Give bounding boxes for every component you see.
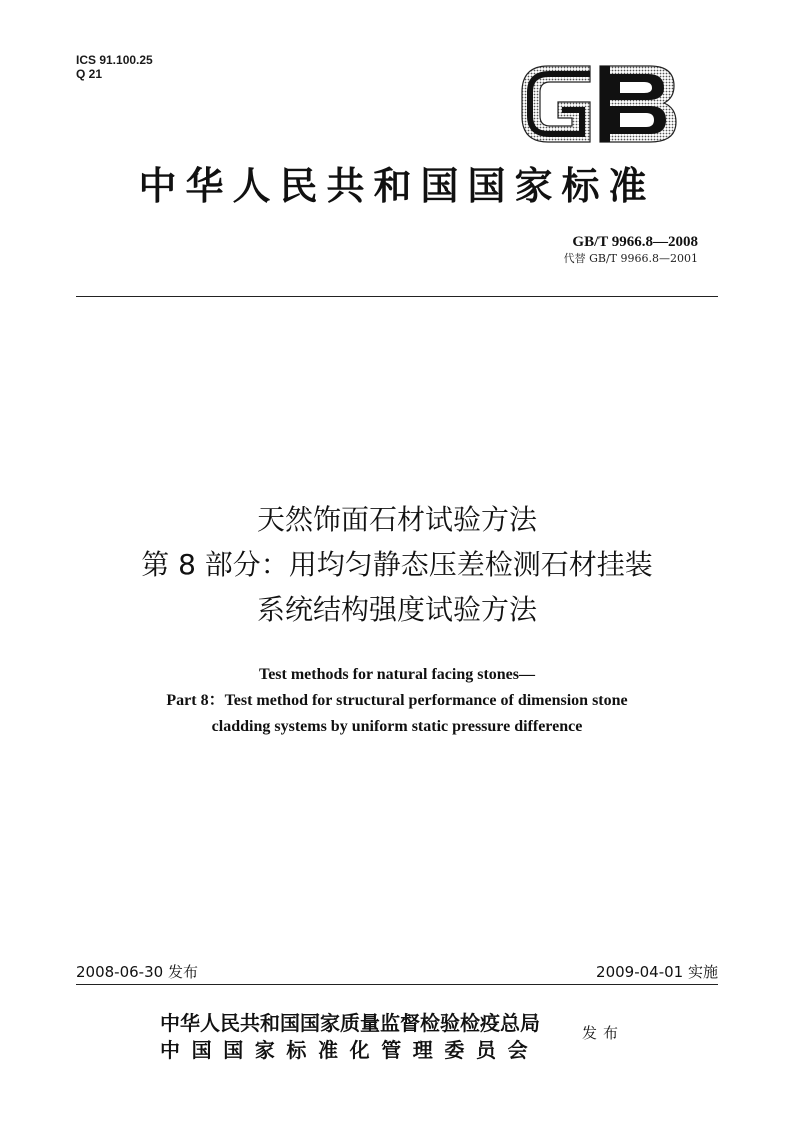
english-title-line-2: Part 8：Test method for structural performance of dimension stone xyxy=(166,692,628,709)
replaced-standard: 代替 GB/T 9966.8—2001 xyxy=(563,252,698,265)
chinese-title xyxy=(40,497,754,632)
english-title-line-3: cladding systems by uniform static pressure difference xyxy=(211,718,583,735)
chinese-title-line-1: 天然饰面石材试验方法 xyxy=(256,503,537,536)
issue-date: 2008-06-30 发布 xyxy=(76,963,198,981)
standard-title: 中华人民共和国国家标准 xyxy=(138,164,656,208)
bottom-divider xyxy=(76,984,718,985)
top-divider xyxy=(76,296,718,297)
issuing-authority-2: 中国国家标准化管理委员会 xyxy=(160,1038,540,1062)
ics-code: ICS 91.100.25 xyxy=(76,53,153,67)
chinese-title-line-3: 系统结构强度试验方法 xyxy=(256,593,537,626)
english-title xyxy=(40,662,754,740)
gb-logo xyxy=(518,60,678,146)
issuing-authority-1: 中华人民共和国国家质量监督检验检疫总局 xyxy=(160,1011,540,1035)
classification-codes xyxy=(76,53,153,81)
implementation-date: 2009-04-01 实施 xyxy=(596,963,718,981)
standard-number: GB/T 9966.8—2008 xyxy=(572,234,698,250)
gb-logo-graphic xyxy=(518,60,678,146)
chinese-title-line-2: 第 8 部分：用均匀静态压差检测石材挂装 xyxy=(141,548,653,581)
publish-label: 发布 xyxy=(582,1024,625,1042)
ccs-code: Q 21 xyxy=(76,67,103,81)
english-title-line-1: Test methods for natural facing stones— xyxy=(258,666,535,683)
